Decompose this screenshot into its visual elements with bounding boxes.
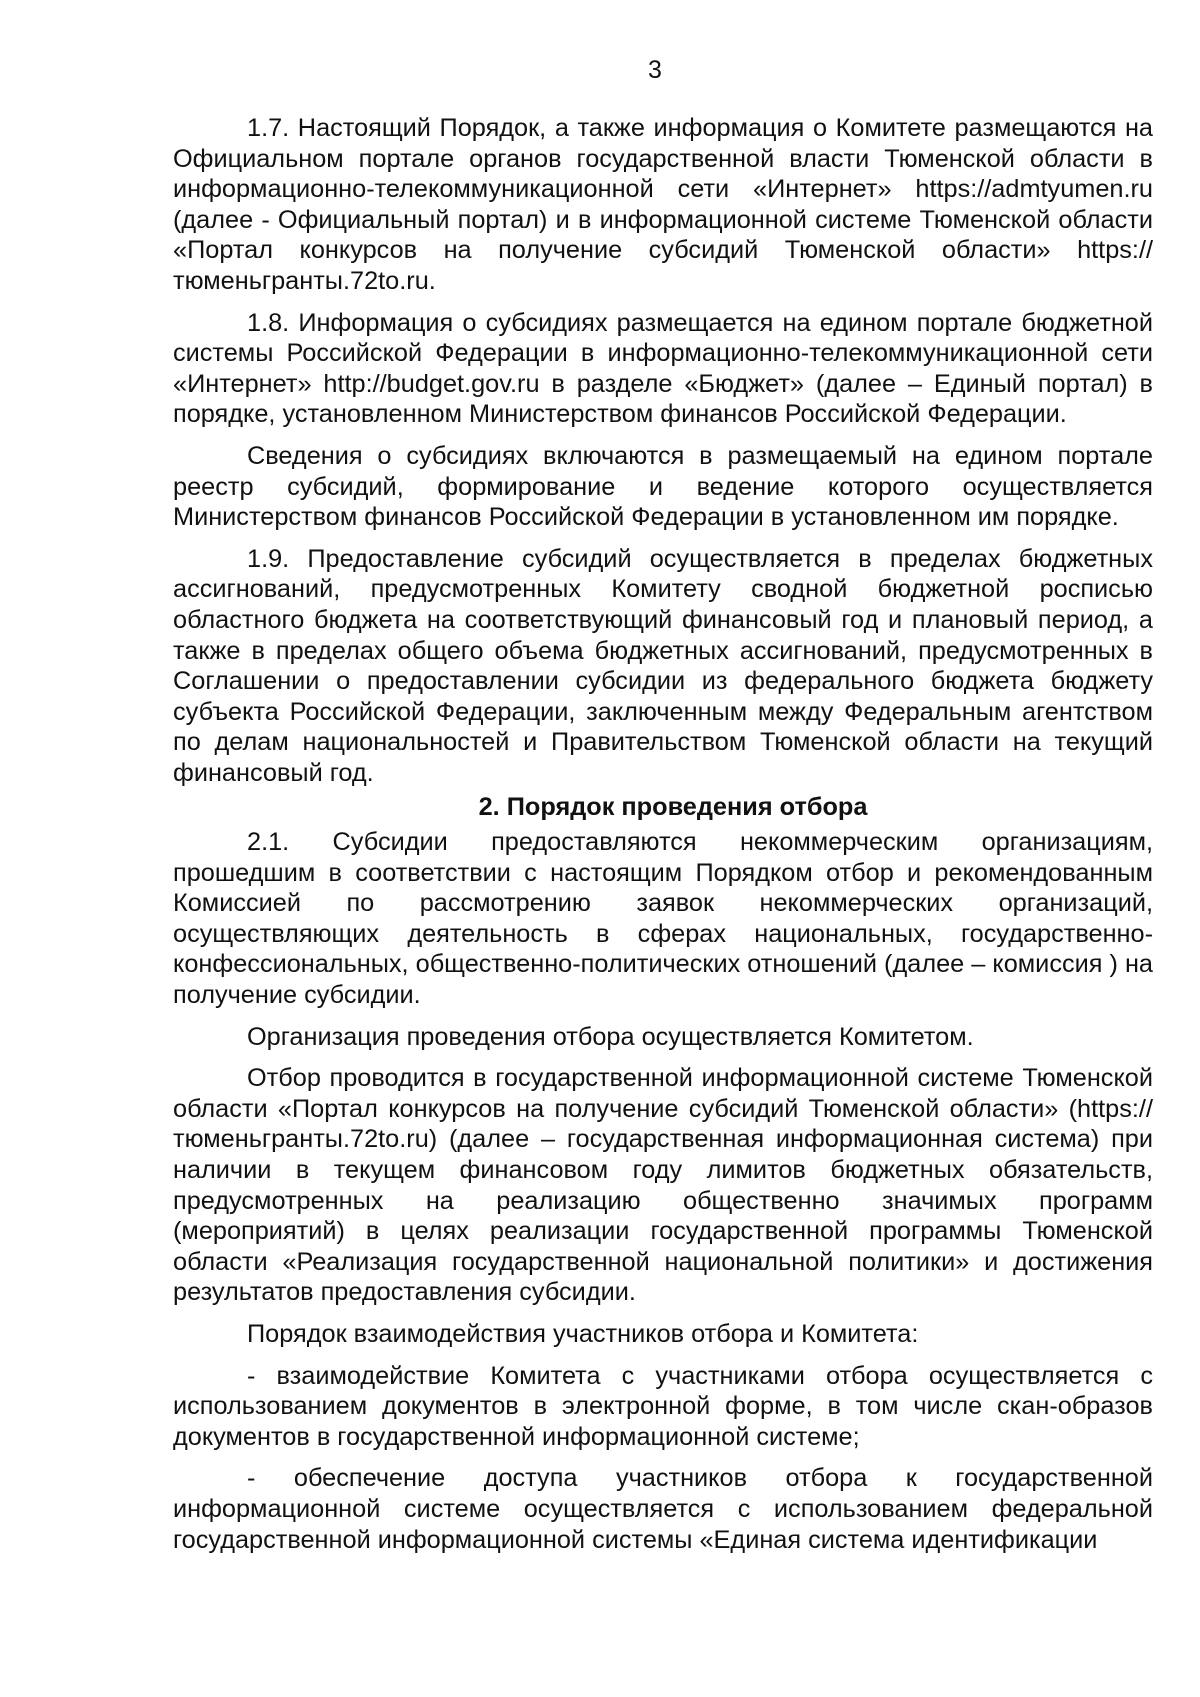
list-item-system-access: - обеспечение доступа участников отбора к государственной информационной системе осуществляется с использованием федеральной государственной информационной системы «Единая система идентификации <box>173 1464 1153 1554</box>
paragraph-subsidy-registry: Сведения о субсидиях включаются в размещаемый на едином портале реестр субсидий, формирование и ведение которого осуществляется Министерством финансов Российской Федерации в установленном им порядке. <box>173 441 1153 532</box>
paragraph-interaction-order: Порядок взаимодействия участников отбора и Комитета: <box>247 1319 919 1348</box>
paragraph-selection-organization: Организация проведения отбора осуществляется Комитетом. <box>247 1022 974 1051</box>
paragraph-1-9: 1.9. Предоставление субсидий осуществляется в пределах бюджетных ассигнований, предусмотренных Комитету сводной бюджетной росписью областного бюджета на соответствующий финансовый год и плановый период, а также в пределах общего объема бюджетных ассигнований, предусмотренных в Соглашении о предоставлении субсидии из федерального бюджета бюджету субъекта Российской Федерации, заключенным между Федеральным агентством по делам национальностей и Правительством Тюменской области на текущий финансовый год. <box>173 544 1153 787</box>
paragraph-1-8: 1.8. Информация о субсидиях размещается на едином портале бюджетной системы Российской Федерации в информационно-телекоммуникационной сети «Интернет» http://budget.gov.ru в разделе «Бюджет» (далее – Единый портал) в порядке, установленном Министерством финансов Российской Федерации. <box>173 308 1153 429</box>
document-body <box>173 113 1153 1566</box>
list-item-electronic-documents: - взаимодействие Комитета с участниками отбора осуществляется с использованием документов в электронной форме, в том числе скан-образов документов в государственной информационной системе; <box>173 1361 1153 1451</box>
paragraph-1-7: 1.7. Настоящий Порядок, а также информация о Комитете размещаются на Официальном портале органов государственной власти Тюменской области в информационно-телекоммуникационной сети «Интернет» https://admtyumen.ru (далее - Официальный портал) и в информационной системе Тюменской области «Портал конкурсов на получение субсидий Тюменской области» https://тюменьгранты.72to.ru. <box>173 114 1153 295</box>
paragraph-2-1: 2.1. Субсидии предоставляются некоммерческим организациям, прошедшим в соответствии с настоящим Порядком отбор и рекомендованным Комиссией по рассмотрению заявок некоммерческих организаций, осуществляющих деятельность в сферах национальных, государственно-конфессиональных, общественно-политических отношений (далее – комиссия ) на получение субсидии. <box>173 828 1153 1010</box>
page-number: 3 <box>648 56 662 84</box>
paragraph-selection-system: Отбор проводится в государственной информационной системе Тюменской области «Портал конкурсов на получение субсидий Тюменской области» (https://тюменьгранты.72to.ru) (далее – государственная информационная система) при наличии в текущем финансовом году лимитов бюджетных обязательств, предусмотренных на реализацию общественно значимых программ (мероприятий) в целях реализации государственной программы Тюменской области «Реализация государственной национальной политики» и достижения результатов предоставления субсидии. <box>173 1064 1153 1307</box>
section-heading: 2. Порядок проведения отбора <box>478 793 868 822</box>
